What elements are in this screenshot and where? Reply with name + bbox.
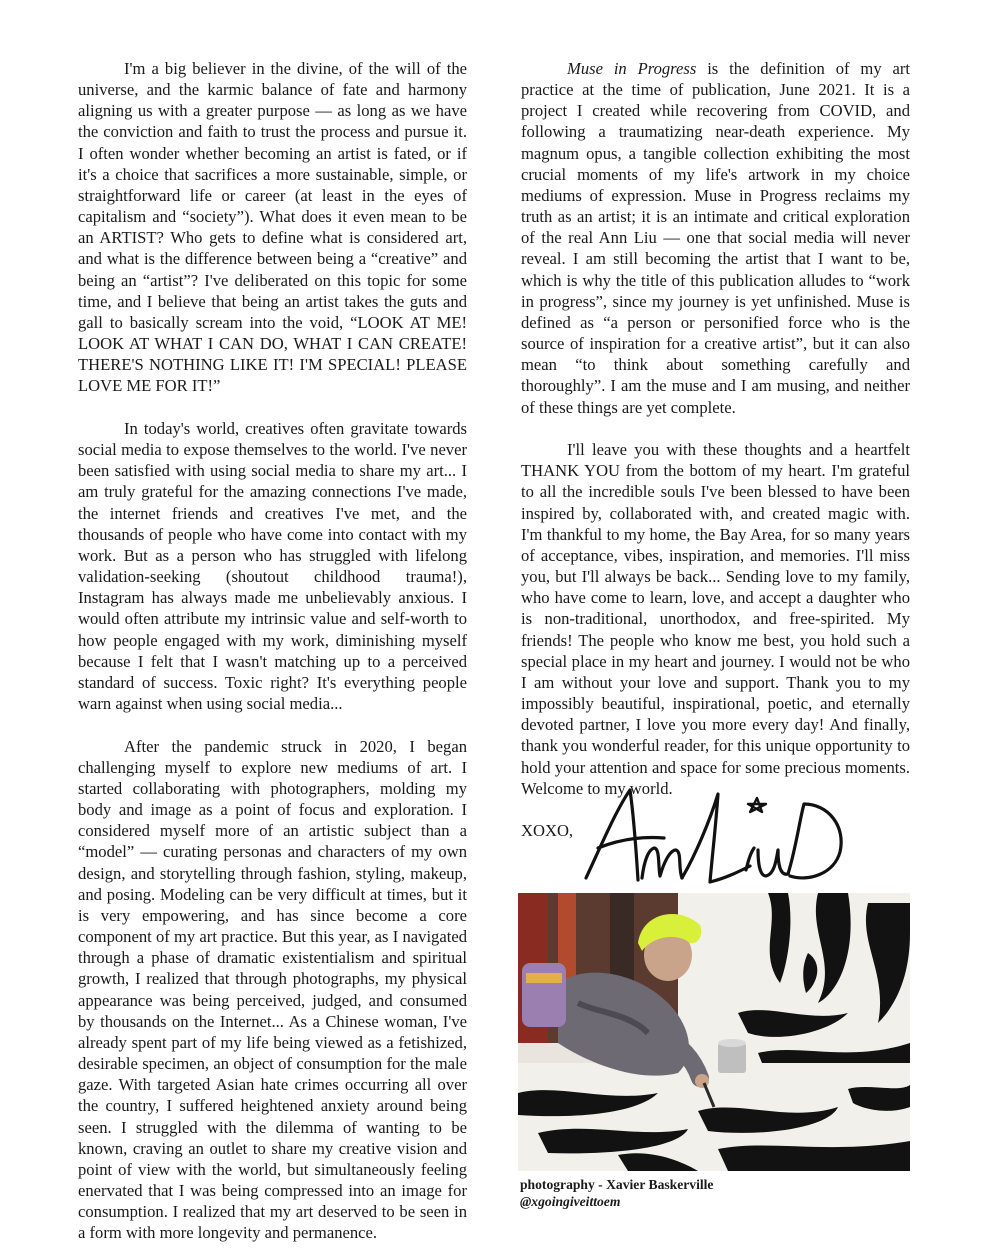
paragraph-divine-fate: I'm a big believer in the divine, of the will of the universe, and the karmic balance of fate and harmony aligning us with a greater purpose — as long as we have the conviction and faith to trust the process and pursue it. I often wonder whether becoming an artist is fated, or if it's a choice that sacrifices a more sustainable, simple, or straightforward life or career (at least in the eyes of capitalism and “society”). What does it even mean to be an ARTIST? Who gets to define what is considered art, and what is the difference between being a “creative” and being an “artist”? I've deliberated on this topic for some time, and I believe that being an artist takes the guts and gall to basically scream into the void, “LOOK AT ME! LOOK AT WHAT I CAN DO, WHAT I CAN CREATE! THERE'S NOTHING LIKE IT! I'M SPECIAL! PLEASE LOVE ME FOR IT!” [78,59,467,396]
artist-painting-mural-photo-icon [518,893,910,1171]
photo-caption [520,1176,713,1210]
photo-credit: photography - Xavier Baskerville [520,1177,714,1192]
paragraph-thank-you: I'll leave you with these thoughts and a heartfelt THANK YOU from the bottom of my heart. I'm grateful to all the incredible souls I've been blessed to have been inspired by, collaborated with, and created magic with. I'm thankful to my home, the Bay Area, for so many years of acceptance, vibes, inspiration, and memories. I'll miss you, but I'll always be back... Sending love to my family, who have come to learn, love, and accept a daughter who is non-traditional, unorthodox, and free-spirited. My friends! The people who know me best, you hold such a special place in my heart and journey. I would not be who I am without your love and support. Thank you to my impossibly beautiful, inspirational, poetic, and eternally devoted partner, I love you more every day! And finally, thank you wonderful reader, for this unique opportunity to hold your attention and space for some precious moments. Welcome to my world. [521,440,910,798]
paragraph-social-media: In today's world, creatives often gravitate towards social media to expose themselves to the world. I've never been satisfied with using social media to share my art... I am truly grateful for the amazing connections I've made, the internet friends and creatives I've met, and the thousands of people who have come into contact with my work. But as a person who has struggled with lifelong validation-seeking (shoutout childhood trauma!), Instagram has always made me unbelievably anxious. I would often attribute my intrinsic value and self-worth to how people engaged with my work, diminishing myself because I felt that I wasn't matching up to a perceived standard of success. Toxic right? It's everything people warn against when using social media... [78,419,467,714]
publication-title: Muse in Progress [567,59,697,78]
left-column [78,58,467,1243]
photographer-handle: @xgoingiveittoem [520,1194,621,1209]
signoff: XOXO, [521,820,574,840]
paragraph-pandemic: After the pandemic struck in 2020, I began challenging myself to explore new mediums of art. I started collaborating with photographers, molding my body and image as a point of focus and exploration. I considered myself more of an artistic subject than a “model” — curating personas and characters of my own design, and storytelling through fashion, styling, makeup, and posing. Modeling can be very difficult at times, but it is very empowering, and has since become a core component of my art practice. But this year, as I navigated through a phase of dramatic existentialism and spiritual growth, I realized that through photographs, my physical appearance was being perceived, judged, and consumed by thousands on the Internet... As a Chinese woman, I've already spent part of my life being viewed as a fetishized, desirable specimen, an object of consumption for the male gaze. With targeted Asian hate crimes occurring all over the country, I suffered heightened anxiety around being seen. I struggled with the dilemma of wanting to be known, craving an outlet to share my creative vision and point of view with the world, but simultaneously feeling enervated that I was being compressed into an image for consumption. I realized that my art deserved to be seen in a form with more longevity and permanence. [78,736,467,1243]
right-column [521,58,910,841]
handwritten-signature-icon [578,778,850,898]
paragraph-muse-in-progress [521,58,910,418]
mural-photo-graphic [518,893,910,1171]
paragraph-muse-text: is the definition of my art practice at the time of publication, June 2021. It is a project I created while recovering from COVID, and following a traumatizing near-death experience. My magnum opus, a tangible collection exhibiting the most crucial moments of my life's artwork in my choice mediums of expression. Muse in Progress reclaims my truth as an artist; it is an intimate and critical exploration of the real Ann Liu — one that social media will never reveal. I am still becoming the artist that I want to be, which is why the title of this publication alludes to “work in progress”, since my journey is yet unfinished. Muse is defined as “a person or personified force who is the source of inspiration for a creative artist”, but it can also mean “to think about something carefully and thoroughly”. I am the muse and I am musing, and neither of these things are yet complete. [521,59,910,417]
